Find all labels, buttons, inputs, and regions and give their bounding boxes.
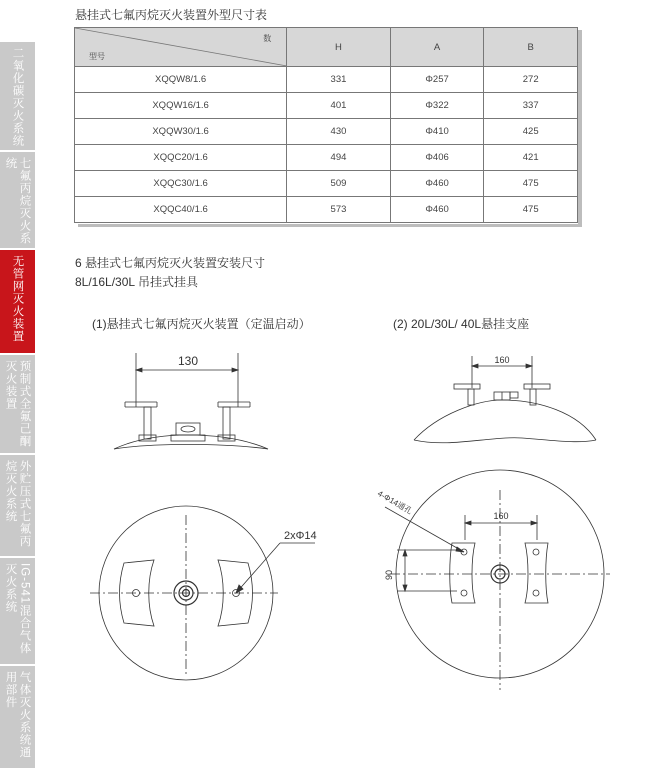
cell-b: 421 [484, 145, 578, 171]
cell-model: XQQC40/1.6 [75, 197, 287, 223]
cell-a: Φ322 [390, 93, 484, 119]
side-tab-label: 外贮压式七氟丙烷灭火系统 [4, 460, 31, 548]
section-subtitle: 8L/16L/30L 吊挂式挂具 [75, 275, 198, 289]
figure-right-caption: (2) 20L/30L/ 40L悬挂支座 [393, 317, 530, 331]
cell-model: XQQW30/1.6 [75, 119, 287, 145]
right-top-view-drawing [365, 485, 625, 705]
table-row [75, 197, 578, 223]
right-hole-label: 4-Φ14通孔 [376, 488, 414, 516]
side-tab-common-parts[interactable] [0, 666, 35, 770]
table-shadow-bottom [78, 224, 582, 227]
right-side-view-drawing [410, 352, 610, 457]
table-corner-cell [75, 28, 287, 67]
right-dim-vertical-label: 90 [384, 569, 394, 581]
table-shadow [578, 30, 582, 227]
side-tab-co2[interactable] [0, 42, 35, 152]
table-header-row [75, 28, 578, 67]
cell-a: Φ406 [390, 145, 484, 171]
side-tab-label: 气体灭火系统通用部件 [4, 671, 31, 759]
side-tab-hfc227[interactable] [0, 152, 35, 250]
cell-b: 425 [484, 119, 578, 145]
corner-label-top: 数 [263, 34, 272, 43]
table-row [75, 145, 578, 171]
cell-model: XQQW16/1.6 [75, 93, 287, 119]
left-side-view-drawing [100, 345, 280, 455]
side-tab-external-storage[interactable] [0, 455, 35, 558]
cell-a: Φ460 [390, 197, 484, 223]
cell-model: XQQC20/1.6 [75, 145, 287, 171]
table-caption: 悬挂式七氟丙烷灭火装置外型尺寸表 [75, 8, 268, 22]
cell-model: XQQC30/1.6 [75, 171, 287, 197]
side-tab-label: IG-541混合气体灭火系统 [4, 563, 31, 655]
header-cell-b: B [484, 28, 578, 67]
table-row [75, 67, 578, 93]
cell-h: 430 [287, 119, 391, 145]
cell-h: 509 [287, 171, 391, 197]
cell-b: 475 [484, 197, 578, 223]
cell-b: 272 [484, 67, 578, 93]
left-top-view-drawing [90, 505, 320, 685]
table-row [75, 93, 578, 119]
cell-a: Φ460 [390, 171, 484, 197]
cell-h: 573 [287, 197, 391, 223]
left-dim-top-label: 130 [177, 354, 199, 368]
cell-a: Φ410 [390, 119, 484, 145]
side-tab-label: 二氧化碳灭火系统 [11, 47, 24, 147]
header-cell-a: A [390, 28, 484, 67]
left-hole-label: 2xΦ14 [284, 530, 317, 542]
side-tab-label: 无管网灭火装置 [11, 255, 24, 343]
side-tab-perfluorohexanone[interactable] [0, 355, 35, 455]
table-row [75, 119, 578, 145]
cell-b: 337 [484, 93, 578, 119]
right-dim-bottom-label: 160 [493, 511, 509, 521]
side-tabs [0, 42, 35, 770]
side-tab-ig541[interactable] [0, 558, 35, 666]
cell-a: Φ257 [390, 67, 484, 93]
side-tab-label: 预制式全氟己酮灭火装置 [4, 360, 31, 448]
table-row [75, 171, 578, 197]
side-tab-label: 七氟丙烷灭火系统 [4, 157, 31, 245]
figure-left-caption: (1)悬挂式七氟丙烷灭火装置（定温启动） [92, 317, 311, 331]
cell-h: 401 [287, 93, 391, 119]
corner-label-bottom: 型号 [89, 52, 105, 61]
cell-h: 331 [287, 67, 391, 93]
header-cell-h: H [287, 28, 391, 67]
cell-model: XQQW8/1.6 [75, 67, 287, 93]
section-title: 6 悬挂式七氟丙烷灭火装置安装尺寸 [75, 256, 266, 270]
right-dim-top-label: 160 [494, 355, 510, 365]
cell-h: 494 [287, 145, 391, 171]
corner-diagonal [75, 28, 287, 66]
dimension-table [74, 27, 578, 223]
cell-b: 475 [484, 171, 578, 197]
side-tab-pipeless[interactable] [0, 250, 35, 355]
